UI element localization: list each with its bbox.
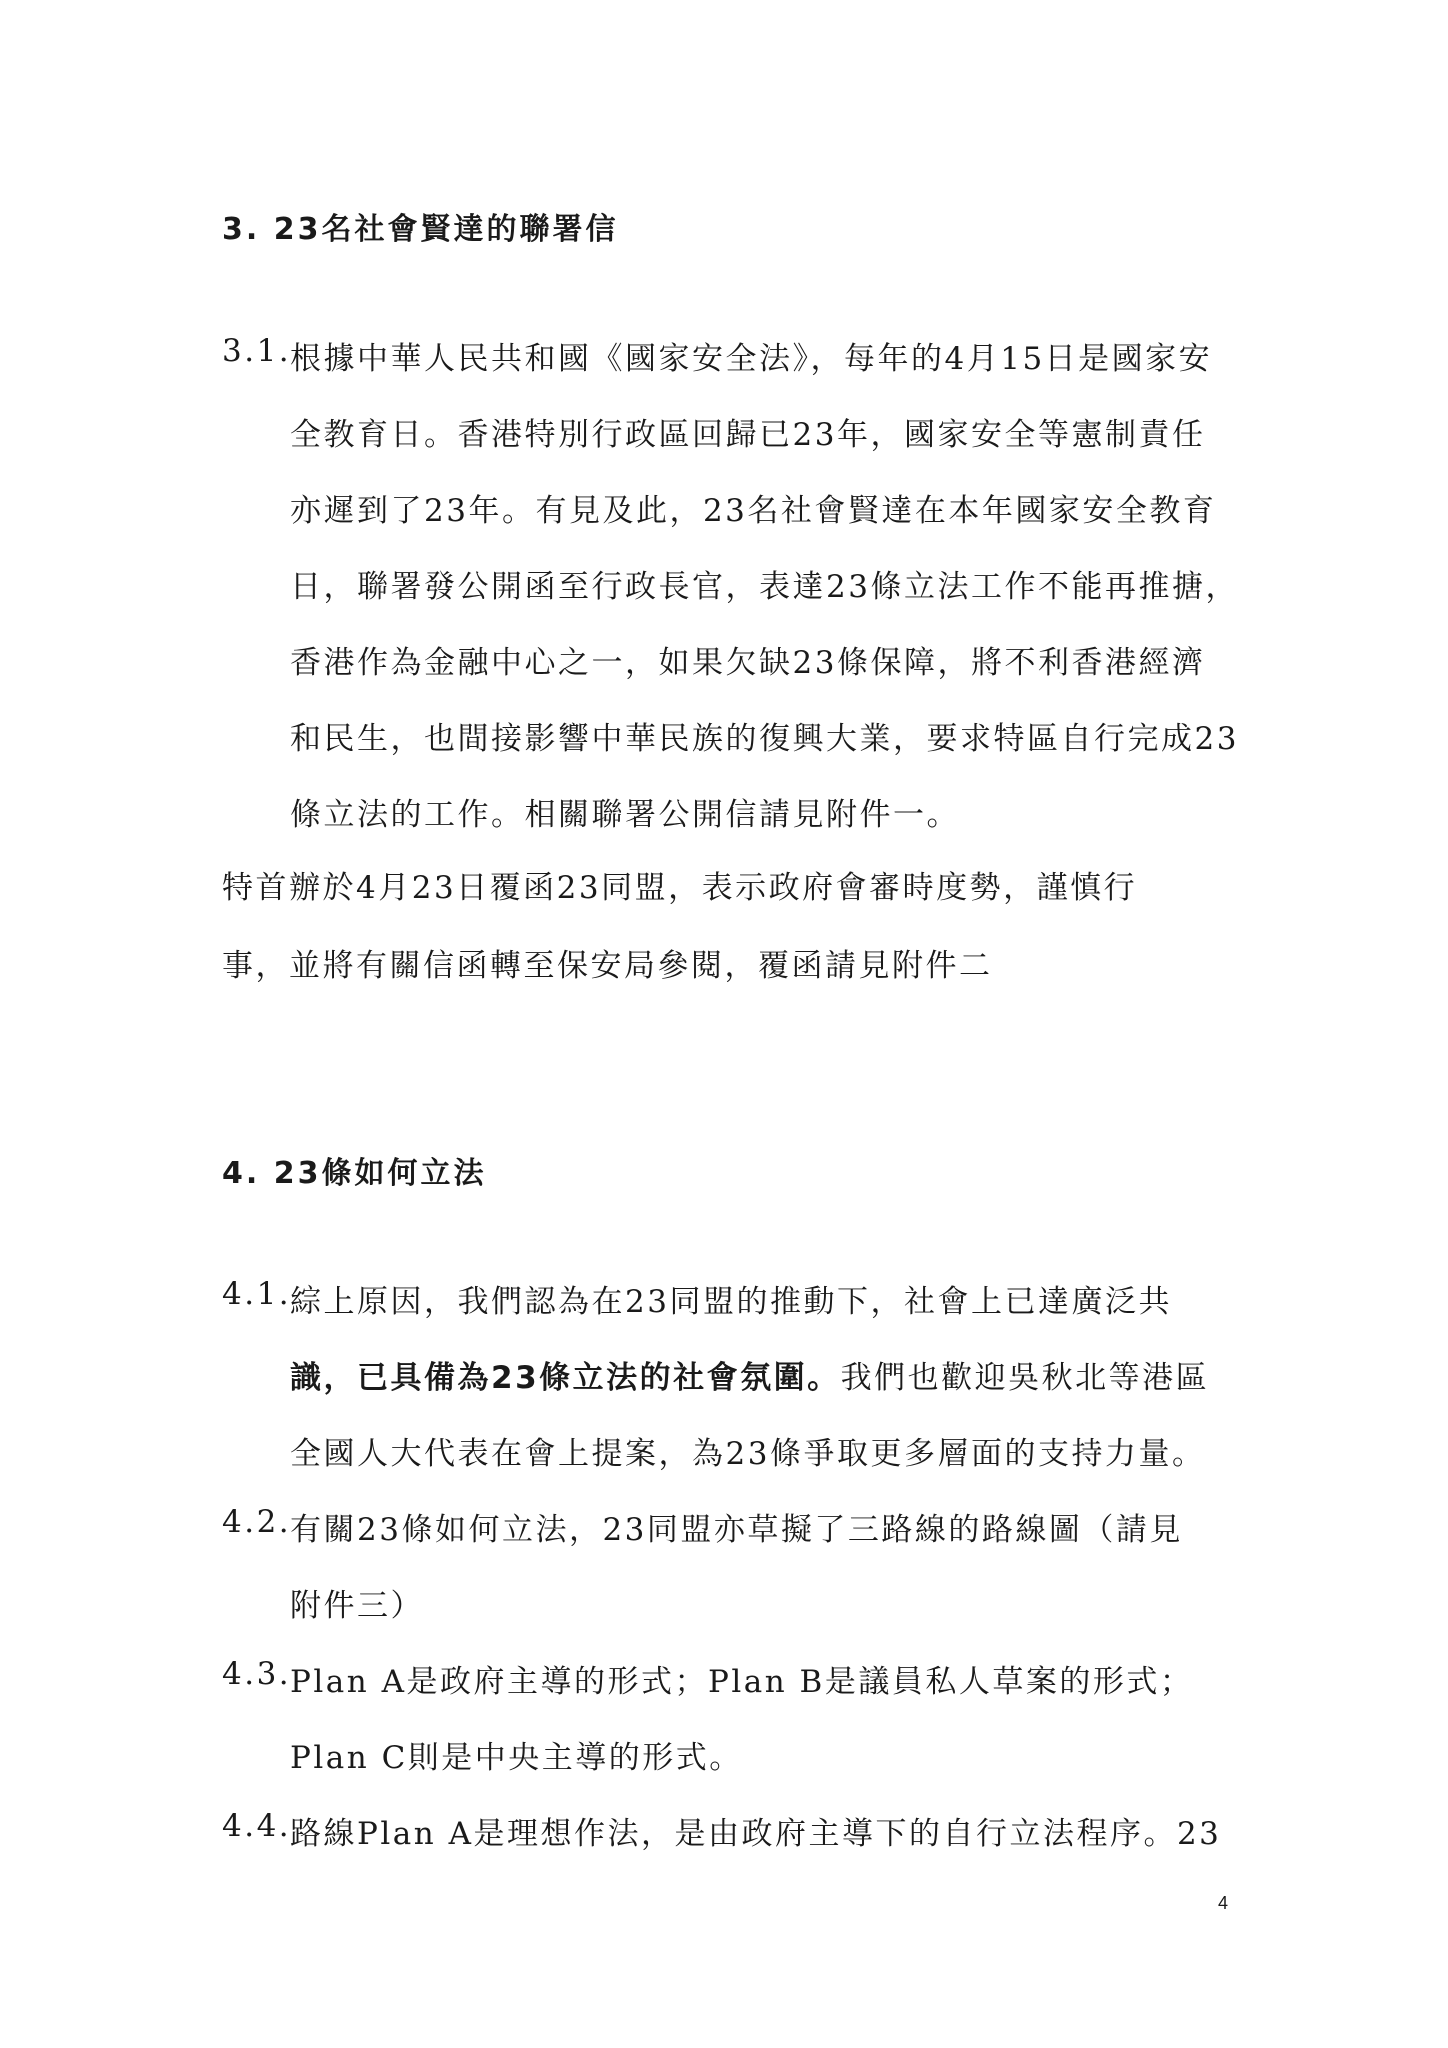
- paragraph-line: 全教育日。香港特別行政區回歸已23年，國家安全等憲制責任: [290, 417, 1206, 453]
- paragraph-line: 綜上原因，我們認為在23同盟的推動下，社會上已達廣泛共: [290, 1284, 1172, 1320]
- paragraph-line: 亦遲到了23年。有見及此，23名社會賢達在本年國家安全教育: [290, 493, 1217, 529]
- paragraph-line: 和民生，也間接影響中華民族的復興大業，要求特區自行完成23: [290, 721, 1239, 757]
- paragraph-line: 有關23條如何立法，23同盟亦草擬了三路線的路線圖（請見: [290, 1512, 1183, 1548]
- page-number: 4: [1218, 1893, 1229, 1913]
- paragraph-line: 附件三）: [290, 1588, 424, 1624]
- reply-line: 特首辦於4月23日覆函23同盟，表示政府會審時度勢，謹慎行: [222, 870, 1138, 906]
- paragraph-line: 條立法的工作。相關聯署公開信請見附件一。: [290, 797, 960, 833]
- paragraph-number: 3.1.: [222, 333, 292, 369]
- paragraph-line: 香港作為金融中心之一，如果欠缺23條保障，將不利香港經濟: [290, 645, 1206, 681]
- paragraph-text: 我們也歡迎吳秋北等港區: [840, 1360, 1210, 1396]
- paragraph-line: Plan C則是中央主導的形式。: [290, 1740, 743, 1776]
- paragraph-line: [290, 1352, 1209, 1397]
- paragraph-number: 4.1.: [222, 1276, 292, 1312]
- paragraph-line: 根據中華人民共和國《國家安全法》，每年的4月15日是國家安: [290, 341, 1213, 377]
- bold-emphasis: 識，已具備為23條立法的社會氛圍。: [290, 1360, 841, 1396]
- paragraph-number: 4.3.: [222, 1656, 292, 1692]
- paragraph-line: 路線Plan A是理想作法，是由政府主導下的自行立法程序。23: [290, 1816, 1222, 1852]
- section-4-heading: 4. 23條如何立法: [222, 1156, 487, 1191]
- paragraph-number: 4.4.: [222, 1808, 292, 1844]
- reply-line: 事，並將有關信函轉至保安局參閱，覆函請見附件二: [222, 948, 993, 984]
- paragraph-line: 日，聯署發公開函至行政長官，表達23條立法工作不能再推搪，: [290, 569, 1239, 605]
- paragraph-line: 全國人大代表在會上提案，為23條爭取更多層面的支持力量。: [290, 1436, 1206, 1472]
- section-3-heading: 3. 23名社會賢達的聯署信: [222, 212, 619, 247]
- paragraph-line: Plan A是政府主導的形式；Plan B是議員私人草案的形式；: [290, 1664, 1194, 1700]
- paragraph-number: 4.2.: [222, 1504, 292, 1540]
